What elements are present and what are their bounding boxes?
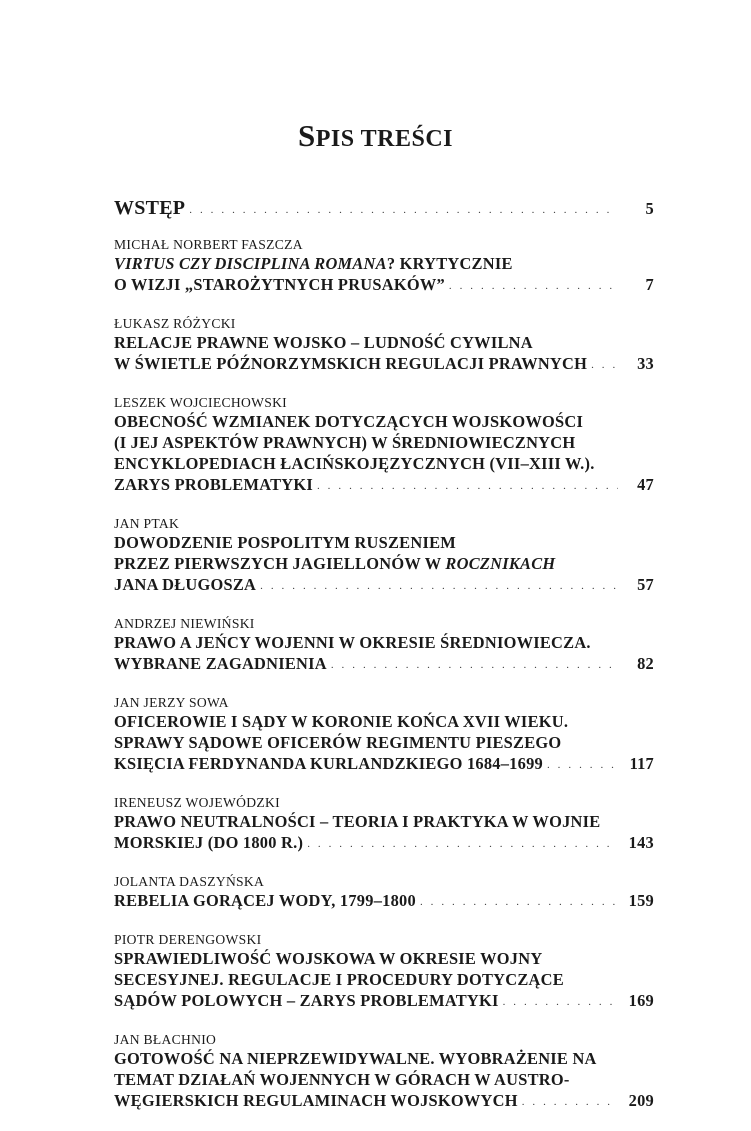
- entry-title-line: VIRTUS CZY DISCIPLINA ROMANA? KRYTYCZNIE: [114, 254, 513, 273]
- toc-entry[interactable]: [114, 694, 654, 777]
- table-of-contents: [114, 198, 654, 1131]
- entry-title-line: DOWODZENIE POSPOLITYM RUSZENIEM: [114, 533, 456, 552]
- entry-title-line: OBECNOŚĆ WZMIANEK DOTYCZĄCYCH WOJSKOWOŚCI: [114, 412, 584, 431]
- toc-entry[interactable]: [114, 515, 654, 598]
- entry-title-line: [114, 990, 654, 1014]
- page-number: 7: [645, 275, 654, 294]
- page-number: 117: [629, 754, 654, 773]
- entry-title-text: W ŚWIETLE PÓŹNORZYMSKICH REGULACJI PRAWNYCH: [114, 354, 588, 373]
- entry-author: PIOTR DERENGOWSKI: [114, 932, 262, 947]
- page-number: 5: [645, 199, 654, 218]
- entry-title-line: GOTOWOŚĆ NA NIEPRZEWIDYWALNE. WYOBRAŻENIE NA: [114, 1049, 597, 1068]
- entry-title-line: OFICEROWIE I SĄDY W KORONIE KOŃCA XVII WIEKU.: [114, 712, 569, 731]
- entry-title-line: [114, 474, 654, 498]
- entry-title-line: PRZEZ PIERWSZYCH JAGIELLONÓW W ROCZNIKACH: [114, 554, 556, 573]
- entry-title-line: SECESYJNEJ. REGULACJE I PROCEDURY DOTYCZĄCE: [114, 970, 564, 989]
- dot-leader: [591, 355, 618, 376]
- entry-title-line: [114, 832, 654, 856]
- dot-leader: [503, 992, 618, 1013]
- entry-title-line: PRAWO NEUTRALNOŚCI – TEORIA I PRAKTYKA W WOJNIE: [114, 812, 601, 831]
- dot-leader: [331, 655, 618, 676]
- entry-title-text: O WIZJI „STAROŻYTNYCH PRUSAKÓW”: [114, 275, 445, 294]
- entry-title-line: [114, 198, 654, 222]
- entry-title-line: [114, 890, 654, 914]
- entry-title-line: RELACJE PRAWNE WOJSKO – LUDNOŚĆ CYWILNA: [114, 333, 533, 352]
- page-number: 159: [628, 891, 654, 910]
- dot-leader: [522, 1092, 618, 1113]
- page-number: 169: [628, 991, 654, 1010]
- page-title: SPIS TREŚCI: [297, 118, 454, 153]
- entry-author: ŁUKASZ RÓŻYCKI: [114, 316, 236, 331]
- entry-author: IRENEUSZ WOJEWÓDZKI: [114, 795, 280, 810]
- entry-title-text: WYBRANE ZAGADNIENIA: [114, 654, 327, 673]
- dot-leader: [449, 276, 618, 297]
- entry-title-text: WSTĘP: [114, 197, 186, 219]
- entry-author: JAN BŁACHNIO: [114, 1032, 217, 1047]
- dot-leader: [547, 755, 618, 776]
- toc-entry[interactable]: [114, 873, 654, 914]
- entry-title-line: ENCYKLOPEDIACH ŁACIŃSKOJĘZYCZNYCH (VII–XIII W.).: [114, 454, 595, 473]
- entry-author: JOLANTA DASZYŃSKA: [114, 874, 265, 889]
- entry-title-text: KSIĘCIA FERDYNANDA KURLANDZKIEGO 1684–1699: [114, 754, 543, 773]
- entry-author: MICHAŁ NORBERT FASZCZA: [114, 237, 303, 252]
- entry-author: LESZEK WOJCIECHOWSKI: [114, 395, 288, 410]
- dot-leader: [189, 200, 618, 221]
- page-number: 82: [637, 654, 654, 673]
- entry-title-line: PRAWO A JEŃCY WOJENNI W OKRESIE ŚREDNIOWIECZA.: [114, 633, 591, 652]
- entry-title-text: REBELIA GORĄCEJ WODY, 1799–1800: [114, 891, 416, 910]
- dot-leader: [307, 834, 618, 855]
- entry-title-line: [114, 574, 654, 598]
- entry-title-line: [114, 1090, 654, 1114]
- entry-author: JAN PTAK: [114, 516, 180, 531]
- page-number: 33: [637, 354, 654, 373]
- entry-title-line: SPRAWIEDLIWOŚĆ WOJSKOWA W OKRESIE WOJNY: [114, 949, 543, 968]
- entry-title-line: [114, 353, 654, 377]
- toc-entry[interactable]: [114, 794, 654, 856]
- entry-title-line: SPRAWY SĄDOWE OFICERÓW REGIMENTU PIESZEGO: [114, 733, 562, 752]
- entry-title-line: TEMAT DZIAŁAŃ WOJENNYCH W GÓRACH W AUSTRO-: [114, 1070, 570, 1089]
- toc-entry[interactable]: [114, 236, 654, 298]
- toc-entry[interactable]: [114, 315, 654, 377]
- page-number: 57: [637, 575, 654, 594]
- toc-entry[interactable]: [114, 1031, 654, 1114]
- toc-entry[interactable]: [114, 394, 654, 498]
- toc-entry[interactable]: [114, 931, 654, 1014]
- page-number: 209: [628, 1091, 654, 1110]
- entry-title-text: WĘGIERSKICH REGULAMINACH WOJSKOWYCH: [114, 1091, 518, 1110]
- dot-leader: [420, 892, 618, 913]
- dot-leader: [260, 576, 618, 597]
- entry-title-text: SĄDÓW POLOWYCH – ZARYS PROBLEMATYKI: [114, 991, 499, 1010]
- page-number: 47: [637, 475, 654, 494]
- page-number: 143: [628, 833, 654, 852]
- toc-entry[interactable]: [114, 615, 654, 677]
- entry-title-line: [114, 274, 654, 298]
- entry-title-text: JANA DŁUGOSZA: [114, 575, 257, 594]
- entry-title-line: (I JEJ ASPEKTÓW PRAWNYCH) W ŚREDNIOWIECZNYCH: [114, 433, 576, 452]
- entry-title-line: [114, 753, 654, 777]
- entry-title-line: [114, 653, 654, 677]
- entry-author: ANDRZEJ NIEWIŃSKI: [114, 616, 255, 631]
- dot-leader: [317, 476, 618, 497]
- entry-title-text: MORSKIEJ (DO 1800 R.): [114, 833, 304, 852]
- entry-title-text: ZARYS PROBLEMATYKI: [114, 475, 313, 494]
- toc-entry-introduction[interactable]: [114, 198, 654, 222]
- entry-author: JAN JERZY SOWA: [114, 695, 229, 710]
